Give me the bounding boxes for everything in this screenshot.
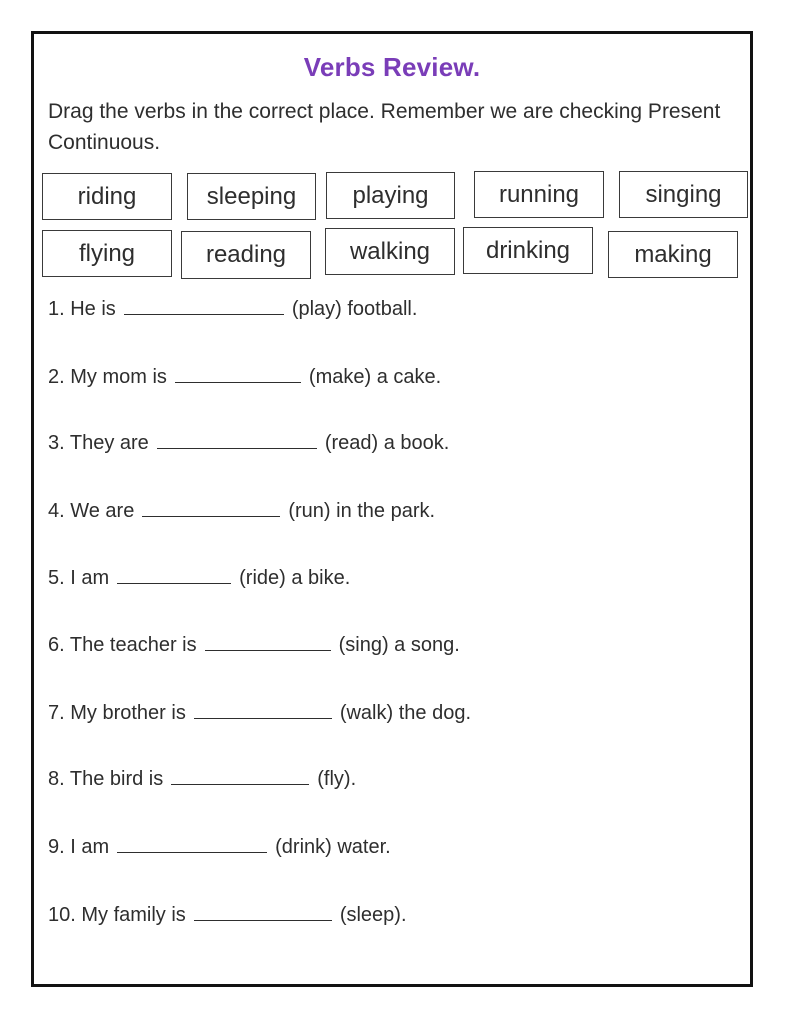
answer-blank-9[interactable] <box>117 834 267 853</box>
sentence-2 <box>48 364 441 389</box>
verb-box-singing[interactable]: singing <box>619 171 748 218</box>
sentence-text-before: 9. I am <box>48 836 110 858</box>
answer-blank-5[interactable] <box>117 565 231 584</box>
sentence-text-before: 2. My mom is <box>48 366 167 388</box>
sentence-text-before: 6. The teacher is <box>48 634 197 656</box>
instructions-text: Drag the verbs in the correct place. Remember we are checking Present Continuous. <box>48 100 721 154</box>
verb-box-reading[interactable]: reading <box>181 231 311 279</box>
sentence-9 <box>48 834 391 859</box>
sentence-text-after: (run) in the park. <box>288 500 436 522</box>
sentence-text-after: (fly). <box>317 768 357 790</box>
answer-blank-4[interactable] <box>142 498 280 517</box>
worksheet-page <box>31 31 753 987</box>
sentence-text-after: (sleep). <box>339 904 407 926</box>
verb-box-drinking[interactable]: drinking <box>463 227 593 274</box>
sentence-text-after: (ride) a bike. <box>239 567 351 589</box>
sentence-text-before: 3. They are <box>48 432 149 454</box>
answer-blank-7[interactable] <box>194 700 332 719</box>
verb-box-walking[interactable]: walking <box>325 228 455 275</box>
sentence-6 <box>48 632 460 657</box>
sentence-text-before: 7. My brother is <box>48 702 186 724</box>
answer-blank-6[interactable] <box>205 632 331 651</box>
verb-box-riding[interactable]: riding <box>42 173 172 220</box>
sentence-text-after: (play) football. <box>291 298 418 320</box>
sentence-text-before: 1. He is <box>48 298 116 320</box>
sentence-7 <box>48 700 471 725</box>
answer-blank-10[interactable] <box>194 902 332 921</box>
sentence-text-after: (make) a cake. <box>308 366 442 388</box>
sentence-text-before: 5. I am <box>48 567 110 589</box>
verb-box-running[interactable]: running <box>474 171 604 218</box>
answer-blank-1[interactable] <box>124 296 284 315</box>
verb-box-flying[interactable]: flying <box>42 230 172 277</box>
sentence-text-before: 10. My family is <box>48 904 186 926</box>
verb-box-sleeping[interactable]: sleeping <box>187 173 316 220</box>
answer-blank-8[interactable] <box>171 766 309 785</box>
sentence-text-after: (read) a book. <box>324 432 450 454</box>
answer-blank-3[interactable] <box>157 430 317 449</box>
sentence-text-after: (walk) the dog. <box>339 702 471 724</box>
sentence-8 <box>48 766 356 791</box>
sentence-text-after: (drink) water. <box>275 836 391 858</box>
sentence-3 <box>48 430 449 455</box>
sentence-5 <box>48 565 350 590</box>
sentence-text-before: 8. The bird is <box>48 768 164 790</box>
sentence-10 <box>48 902 407 927</box>
sentence-4 <box>48 498 435 523</box>
verb-box-making[interactable]: making <box>608 231 738 278</box>
page-title: Verbs Review. <box>303 52 481 82</box>
sentence-1 <box>48 296 417 321</box>
sentence-text-before: 4. We are <box>48 500 135 522</box>
sentence-text-after: (sing) a song. <box>338 634 460 656</box>
answer-blank-2[interactable] <box>175 364 301 383</box>
verb-box-playing[interactable]: playing <box>326 172 455 219</box>
